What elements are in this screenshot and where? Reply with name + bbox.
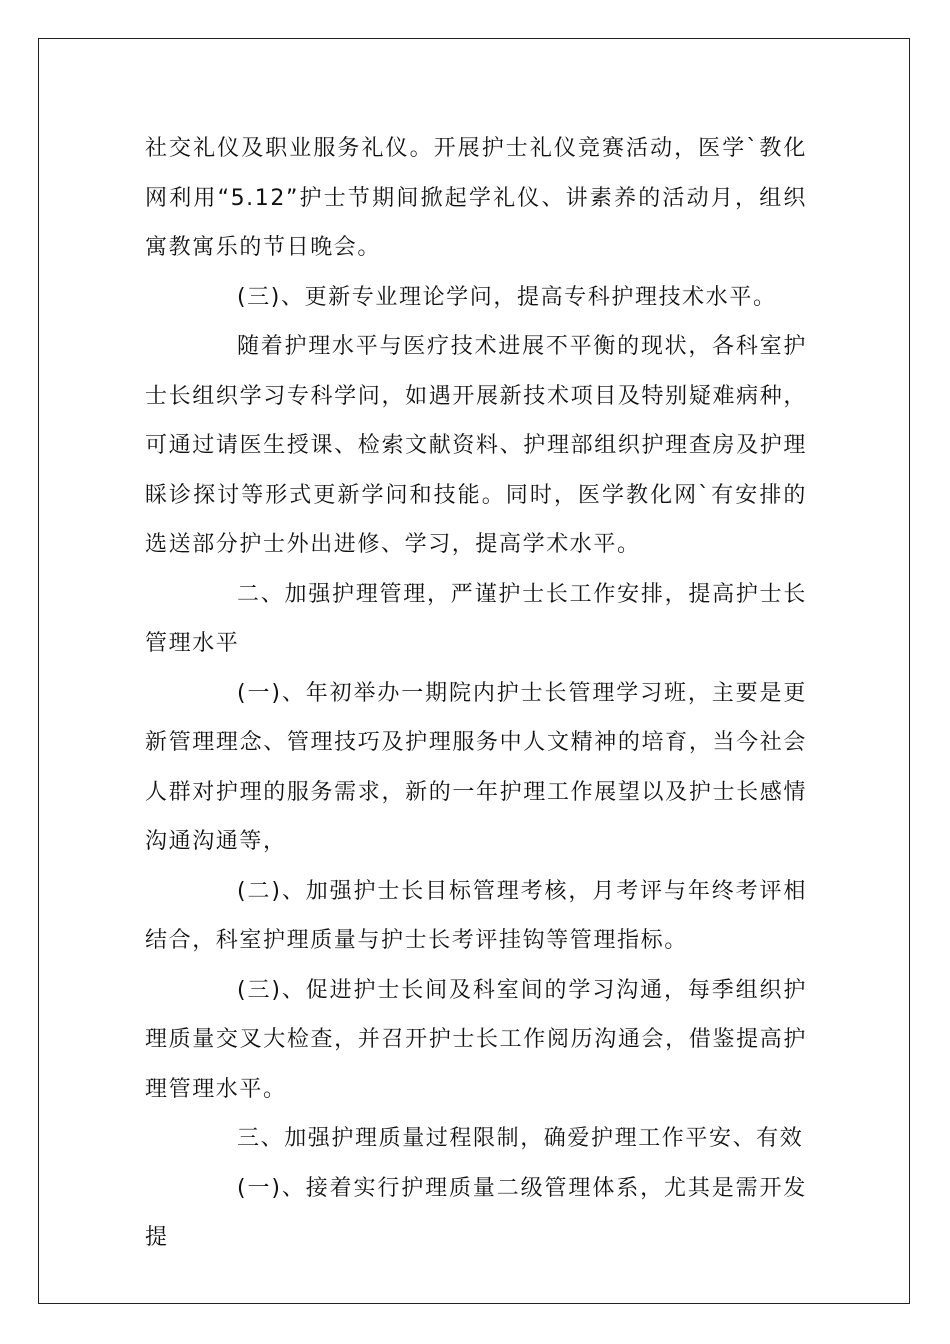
paragraph-etiquette-continued: 社交礼仪及职业服务礼仪。开展护士礼仪竞赛活动，医学`教化网利用“5.12”护士节期间掀起学礼仪、讲素养的活动月，组织寓教寓乐的节日晚会。 bbox=[145, 136, 807, 260]
heading-update-professional-knowledge: (三)、更新专业理论学问，提高专科护理技术水平。 bbox=[237, 284, 777, 310]
paragraph-specialty-learning: 随着护理水平与医疗技术进展不平衡的现状，各科室护士长组织学习专科学问，如遇开展新技术项目及特别疑难病种，可通过请医生授课、检索文献资料、护理部组织护理查房及护理睬诊探讨等形式更新学问和技能。同时，医学教化网`有安排的选送部分护士外出进修、学习，提高学术水平。 bbox=[145, 334, 807, 557]
document-body bbox=[145, 124, 807, 1263]
paragraph-two-level-quality-system: (一)、接着实行护理质量二级管理体系，尤其是需开发提 bbox=[145, 1175, 807, 1250]
heading-strengthen-management: 二、加强护理管理，严谨护士长工作安排，提高护士长管理水平 bbox=[145, 581, 807, 656]
paragraph-target-assessment: (二)、加强护士长目标管理考核，月考评与年终考评相结合，科室护理质量与护士长考评挂钩等管理指标。 bbox=[145, 878, 807, 953]
heading-quality-process-control: 三、加强护理质量过程限制，确爱护理工作平安、有效 bbox=[237, 1126, 804, 1151]
paragraph-exchange-learning: (三)、促进护士长间及科室间的学习沟通，每季组织护理质量交叉大检查，并召开护士长工作阅历沟通会，借鉴提高护理管理水平。 bbox=[145, 977, 807, 1102]
paragraph-management-training-class: (一)、年初举办一期院内护士长管理学习班，主要是更新管理理念、管理技巧及护理服务中人文精神的培育，当今社会人群对护理的服务需求，新的一年护理工作展望以及护士长感情沟通沟通等， bbox=[145, 680, 807, 854]
